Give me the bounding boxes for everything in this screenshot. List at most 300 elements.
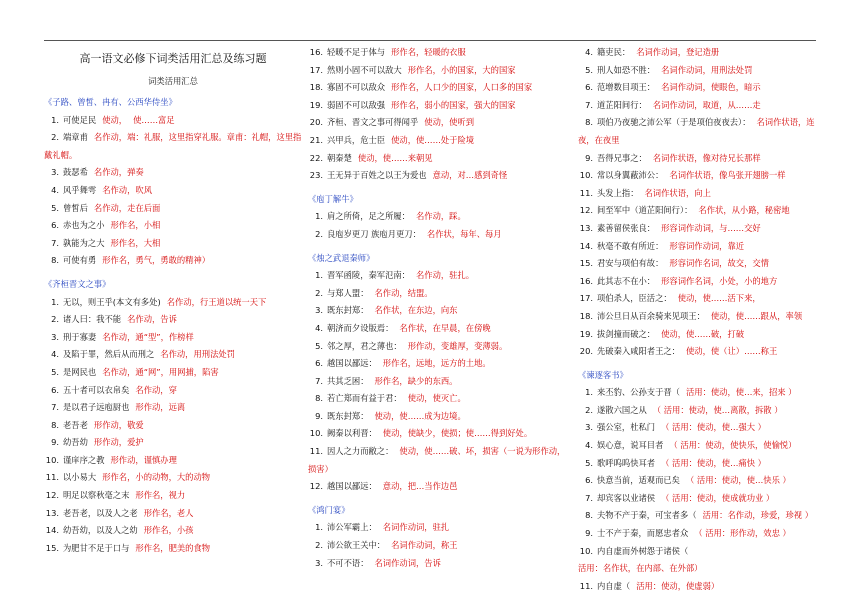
usage-note: 活用：使动，使虚弱） <box>636 580 720 591</box>
example-phrase: 朝秦楚 <box>327 152 352 163</box>
example-phrase: 阙秦以利晋： <box>327 428 377 439</box>
usage-note: 形作名，轻暖的衣服 <box>391 47 466 57</box>
list-item <box>308 478 573 496</box>
item-number: 3. <box>51 167 59 178</box>
item-number: 11. <box>45 472 59 483</box>
list-item <box>308 338 573 356</box>
usage-note: 形作名，小的国家，大的国家 <box>407 64 516 75</box>
usage-note: 名词作状语，像鸟张开翅膀一样 <box>669 170 786 181</box>
item-number: 21. <box>309 134 323 145</box>
item-number: 1. <box>315 270 323 281</box>
usage-note: 形作名，勇气，勇敢的精神） <box>102 255 211 266</box>
list-item <box>308 537 573 555</box>
item-number: 9. <box>585 528 593 539</box>
usage-note: 名作动，吹风 <box>102 184 152 195</box>
page-subtitle: 词类活用汇总 <box>148 76 198 86</box>
list-item <box>308 425 573 443</box>
list-item <box>578 44 818 62</box>
item-number: 10. <box>309 428 323 439</box>
usage-note: 形容词作动词，与……交好 <box>661 222 761 233</box>
list-item <box>44 217 302 235</box>
list-item <box>578 62 818 80</box>
example-phrase: 籍吏民： <box>597 47 631 57</box>
list-item <box>44 200 302 218</box>
usage-note: 使动，使……跟从，率领 <box>710 310 803 321</box>
usage-note: 名词作动词，登记造册 <box>636 47 720 57</box>
example-phrase: 然则小固不可以敌大 <box>327 64 402 75</box>
example-phrase: 是网民也 <box>63 366 97 377</box>
example-phrase: 内自虚而外树怨于诸侯（ <box>597 545 689 556</box>
item-number: 8. <box>585 117 593 128</box>
item-number: 6. <box>315 358 323 369</box>
list-item <box>44 346 302 364</box>
example-phrase: 吾得兄事之： <box>597 152 647 163</box>
usage-note: 名词作状语，像对待兄长那样 <box>652 152 761 163</box>
example-phrase: 快意当前，适观而已矣 <box>597 475 680 486</box>
example-phrase: 来丕豹、公孙支于晋（ <box>597 387 680 398</box>
item-number: 8. <box>51 419 59 430</box>
usage-note: 名作动，行王道以统一天下 <box>166 296 267 307</box>
list-item <box>308 302 573 320</box>
usage-note: 意动，对…感到奇怪 <box>432 170 508 181</box>
example-phrase: 可使足民 <box>63 114 97 125</box>
item-number: 12. <box>579 205 593 216</box>
item-number: 15. <box>45 542 59 553</box>
example-phrase: 既东封郑： <box>327 305 369 316</box>
item-number: 14. <box>579 240 593 251</box>
column-3 <box>578 44 818 595</box>
example-phrase: 轻暖不足于体与 <box>327 47 386 57</box>
usage-note: 使动，使……破，打破 <box>661 328 745 339</box>
list-item <box>578 114 818 149</box>
usage-note: 使动，使……成为边境。 <box>374 410 466 421</box>
example-phrase: 项伯杀人，臣活之： <box>597 293 672 304</box>
example-phrase: 端章甫 <box>63 132 88 143</box>
item-number: 16. <box>579 275 593 286</box>
example-phrase: 王无异于百姓之以王为爱也 <box>327 170 427 181</box>
section-title: 《齐桓晋文之事》 <box>44 278 111 289</box>
list-item <box>578 455 818 473</box>
example-phrase: 五十者可以衣帛矣 <box>63 384 130 395</box>
example-phrase: 若亡郑而有益于君： <box>327 393 402 404</box>
list-item <box>578 402 818 420</box>
item-number: 3. <box>315 557 323 568</box>
usage-note: 名作动，告诉 <box>127 314 177 325</box>
example-phrase: 沛公欲王关中： <box>327 540 386 551</box>
example-phrase: 头发上指： <box>597 187 639 198</box>
example-phrase: 项伯乃夜驰之沛公军（于是项伯夜夜去）： <box>597 117 751 128</box>
list-item <box>44 505 302 523</box>
usage-note: 形作名，老人 <box>143 507 194 518</box>
item-number: 1. <box>315 211 323 222</box>
item-number: 2. <box>51 132 59 143</box>
example-phrase: 肩之所倚，足之所履： <box>327 211 410 222</box>
list-item <box>44 434 302 452</box>
usage-note: 名作状，在早晨，在傍晚 <box>399 322 491 333</box>
item-number: 2. <box>51 314 59 325</box>
usage-note: 形作名，小的动物，大的动物 <box>102 472 211 483</box>
list-item <box>578 79 818 97</box>
usage-note: 名作动，穿 <box>135 384 177 395</box>
usage-note: 使动， <box>102 114 128 125</box>
item-number: 7. <box>51 237 59 248</box>
usage-note: 使动，使听到 <box>424 117 475 128</box>
list-item <box>44 364 302 382</box>
example-phrase: 鼓瑟希 <box>63 167 88 178</box>
item-number: 19. <box>309 99 323 110</box>
usage-note: 名作状，在东边，向东 <box>374 305 458 316</box>
usage-note: 名作动，通“网”，用网捕，陷害 <box>102 366 219 377</box>
item-number: 2. <box>315 228 323 239</box>
item-number: 18. <box>309 82 323 93</box>
usage-note: 形作名，肥美的食物 <box>135 542 211 553</box>
usage-note: 名作动，弹奏 <box>93 167 144 178</box>
item-number: 5. <box>585 64 593 75</box>
example-phrase: 刑人如恐不胜： <box>597 64 656 75</box>
usage-note: 名作动，通“型”，作榜样 <box>102 331 194 342</box>
usage-note: 形作名，弱小的国家，强大的国家 <box>391 99 516 110</box>
usage-note: 名作状，从小路，秘密地 <box>698 205 790 216</box>
list-item <box>44 252 302 270</box>
section-title: 《烛之武退秦师》 <box>308 252 375 263</box>
list-item <box>308 132 573 150</box>
list-item <box>578 97 818 115</box>
item-number: 5. <box>51 202 59 213</box>
usage-note: 名作动，驻扎。 <box>415 270 475 281</box>
item-number: 12. <box>309 481 323 492</box>
list-item <box>44 112 302 130</box>
usage-note: 名词作动词，驻扎 <box>382 522 450 533</box>
usage-note: 名词作动词，告诉 <box>374 557 441 568</box>
usage-note: 使动，使……破、坏，损害（一说为形作动，损害） <box>308 446 566 474</box>
example-phrase: 娱心意，说耳目者 <box>597 440 664 451</box>
example-phrase: 以小易大 <box>63 472 97 483</box>
list-item <box>578 437 818 455</box>
usage-note: 名作动，结盟。 <box>374 287 433 298</box>
item-number: 9. <box>315 410 323 421</box>
example-phrase: 与郑人盟： <box>327 287 369 298</box>
usage-note: 使动，使……处于险境 <box>391 134 475 145</box>
example-phrase: 齐桓、晋文之事可得闻乎 <box>327 117 419 128</box>
item-number: 5. <box>51 366 59 377</box>
usage-note: 形作名，视力 <box>135 490 186 501</box>
list-item <box>578 290 818 308</box>
example-phrase: 间至军中（道芷阳间行）： <box>597 205 693 216</box>
list-item <box>308 208 573 226</box>
usage-note: 名词作动词，用刑法处罚 <box>661 64 753 75</box>
example-phrase: 诸人曰：我不能 <box>63 314 122 325</box>
example-phrase: 老吾老 <box>63 419 88 430</box>
example-phrase: 常以身翼蔽沛公： <box>597 170 664 181</box>
usage-note: 形作名，大相 <box>110 237 161 248</box>
usage-note: 名词作动词，称王 <box>391 540 458 551</box>
list-item <box>578 185 818 203</box>
item-number: 13. <box>45 507 59 518</box>
usage-note: 名词作动词，使眼色，暗示 <box>661 82 761 93</box>
list-item <box>308 555 573 573</box>
list-item <box>308 320 573 338</box>
list-item <box>578 507 818 525</box>
example-phrase: 赤也为之小 <box>63 220 105 231</box>
list-item <box>578 419 818 437</box>
example-phrase: 晋军函陵，秦军氾南： <box>327 270 410 281</box>
example-phrase: 士不产于秦，而愿忠者众 <box>597 528 689 539</box>
section-title: 《子路、曾皙、冉有、公西华侍坐》 <box>44 97 177 107</box>
list-item <box>44 129 302 164</box>
list-item <box>578 202 818 220</box>
list-item <box>44 487 302 505</box>
item-number: 18. <box>579 310 593 321</box>
usage-note: （ 活用：使动，使…痛快 ） <box>661 457 766 468</box>
item-number: 4. <box>585 47 593 57</box>
item-number: 11. <box>309 446 323 457</box>
example-phrase: 兴甲兵，危士臣 <box>327 134 386 145</box>
item-number: 8. <box>51 255 59 266</box>
list-item <box>44 540 302 558</box>
example-phrase: 弱固不可以敌强 <box>327 99 386 110</box>
usage-note: 形作名，小孩 <box>143 525 194 536</box>
list-item <box>308 390 573 408</box>
example-phrase: 既东封郑： <box>327 410 369 421</box>
usage-note: 名作动，用刑法处罚 <box>160 349 235 360</box>
list-item <box>578 525 818 543</box>
item-number: 16. <box>309 47 323 57</box>
example-phrase: 是以君子远庖厨也 <box>63 402 130 413</box>
list-item <box>44 235 302 253</box>
item-number: 9. <box>51 437 59 448</box>
list-item <box>308 79 573 97</box>
section-title: 《庖丁解牛》 <box>308 193 358 204</box>
list-item <box>578 343 818 361</box>
column-1-content <box>44 94 302 557</box>
example-phrase: 沛公旦日从百余骑来见项王： <box>597 310 705 321</box>
usage-note: 形容词作名词，故交，交情 <box>669 258 769 269</box>
item-number: 1. <box>51 296 59 307</box>
usage-note: 名作动，端：礼服，这里指穿礼服。章甫：礼帽，这里指戴礼帽。 <box>44 132 302 160</box>
example-phrase: 及陷于罪，然后从而刑之 <box>63 349 155 360</box>
list-item <box>44 469 302 487</box>
usage-note: 形作动，敬爱 <box>93 419 144 430</box>
item-number: 2. <box>315 540 323 551</box>
example-phrase: 风乎舞雩 <box>63 184 97 195</box>
list-item <box>44 294 302 312</box>
list-item <box>578 490 818 508</box>
example-phrase: 不可不语： <box>327 557 369 568</box>
usage-note: 名词作状语，连夜，在夜里 <box>578 117 815 145</box>
item-number: 6. <box>585 475 593 486</box>
list-item <box>578 326 818 344</box>
item-number: 8. <box>585 510 593 521</box>
usage-note: 使动，使（让）……称王 <box>685 346 778 357</box>
example-phrase: 越国以鄙远： <box>327 358 377 369</box>
item-number: 8. <box>315 393 323 404</box>
example-phrase: 刑于寡妻 <box>63 331 97 342</box>
usage-note: 形作动，谨慎办理 <box>110 454 177 465</box>
usage-note: 活用：使动，使…来，招来 ） <box>685 387 797 398</box>
item-number: 19. <box>579 328 593 339</box>
item-number: 4. <box>51 184 59 195</box>
usage-note: 形作动，远离 <box>135 402 186 413</box>
item-number: 23. <box>309 170 323 181</box>
example-phrase: 此其志不在小： <box>597 275 656 286</box>
usage-note: 形作名，远地，远方的土地。 <box>382 358 491 369</box>
list-item <box>308 408 573 426</box>
example-phrase: 先破秦入咸阳者王之： <box>597 346 680 357</box>
item-number: 17. <box>579 293 593 304</box>
usage-note: 形容词作动词，靠近 <box>669 240 745 251</box>
example-phrase: 素善留侯张良： <box>597 222 656 233</box>
list-item <box>44 382 302 400</box>
usage-note: 形作名，人口少的国家，人口多的国家 <box>391 82 533 93</box>
list-item <box>308 114 573 132</box>
item-number: 4. <box>315 322 323 333</box>
usage-note: 名作状，每年、每月 <box>426 228 502 239</box>
list-item <box>308 373 573 391</box>
list-item <box>44 399 302 417</box>
list-item <box>578 384 818 402</box>
item-number: 3. <box>585 422 593 433</box>
usage-note: 使动，使……活下来， <box>677 293 761 304</box>
usage-note: （ 活用：使动，使…快乐 ） <box>685 475 791 486</box>
usage-note: 使动，使……来朝见 <box>357 152 433 163</box>
example-phrase: 君安与项伯有故： <box>597 258 664 269</box>
column-3-content <box>578 44 818 595</box>
item-number: 22. <box>309 152 323 163</box>
item-number: 12. <box>45 490 59 501</box>
list-item <box>308 443 573 478</box>
list-item <box>308 519 573 537</box>
item-number: 7. <box>51 402 59 413</box>
usage-note: 活用：名作动，珍爱，珍视 ） <box>702 510 814 521</box>
example-phrase: 遂散六国之从 <box>597 404 647 415</box>
list-item <box>578 578 818 596</box>
item-number: 10. <box>579 545 593 556</box>
list-item <box>308 97 573 115</box>
list-item <box>44 311 302 329</box>
example-phrase: 沛公军霸上： <box>327 522 377 533</box>
list-item <box>578 255 818 273</box>
list-item <box>308 44 573 62</box>
example-phrase: 内自虚（ <box>597 580 631 591</box>
item-number: 15. <box>579 258 593 269</box>
item-number: 4. <box>585 440 593 451</box>
item-number: 3. <box>51 331 59 342</box>
usage-note: 名作动，走在后面 <box>93 202 161 213</box>
list-item <box>44 164 302 182</box>
usage-note: 名作动，踩。 <box>415 211 466 222</box>
list-item <box>578 472 818 490</box>
example-phrase: 寡固不可以敌众 <box>327 82 386 93</box>
usage-note: 名词作状语，向上 <box>644 187 711 198</box>
example-phrase: 良庖岁更刀 族庖月更刀： <box>327 228 421 239</box>
usage-note: 形作名，小相 <box>110 220 161 231</box>
list-item <box>308 267 573 285</box>
item-number: 6. <box>51 220 59 231</box>
usage-note: 形作动，爱护 <box>93 437 144 448</box>
example-phrase: 无以，则王乎(本文有多处) <box>63 296 161 307</box>
column-1 <box>44 44 302 557</box>
section-title: 《鸿门宴》 <box>308 504 350 515</box>
example-phrase: 范增数目项王： <box>597 82 656 93</box>
item-number: 20. <box>579 346 593 357</box>
usage-note: 意动，把…当作边邑 <box>382 481 458 492</box>
example-phrase: 道芷阳间行： <box>597 99 647 110</box>
usage-note: （ 活用：形作动，效忠 ） <box>694 528 791 539</box>
usage-note: 使动，使灭亡。 <box>407 393 466 404</box>
example-phrase: 越国以鄙远： <box>327 481 377 492</box>
usage-note: （ 活用：使动，使快乐，使愉悦） <box>669 440 797 451</box>
usage-note: （ 活用：使动，使成就功业 ） <box>661 492 775 503</box>
item-number: 7. <box>585 492 593 503</box>
item-number: 1. <box>51 114 59 125</box>
usage-note: 活用：名作状，在内部、在外部） <box>578 563 703 574</box>
example-phrase: 孰能为之大 <box>63 237 105 248</box>
example-phrase: 拔剑撞而破之： <box>597 328 656 339</box>
list-item <box>578 273 818 291</box>
list-item <box>308 285 573 303</box>
item-number: 11. <box>579 580 593 591</box>
item-number: 6. <box>51 384 59 395</box>
example-phrase: 曾皙后 <box>63 202 88 213</box>
example-phrase: 幼吾幼，以及人之幼 <box>63 525 138 536</box>
example-phrase: 为肥甘不足于口与 <box>63 542 130 553</box>
list-item <box>44 329 302 347</box>
list-item <box>578 308 818 326</box>
list-item <box>308 226 573 244</box>
example-phrase: 共其乏困： <box>327 375 369 386</box>
page-title: 高一语文必修下词类活用汇总及练习题 <box>79 52 267 65</box>
list-item <box>578 150 818 168</box>
example-phrase: 谨庠序之教 <box>63 454 105 465</box>
example-phrase: 夫物不产于秦，可宝者多（ <box>597 510 697 521</box>
header-rule <box>44 40 816 41</box>
item-number: 5. <box>315 340 323 351</box>
list-item <box>308 355 573 373</box>
item-number: 14. <box>45 525 59 536</box>
usage-note: 使动，使缺少，使损；使……得到好处。 <box>382 428 533 439</box>
example-phrase: 可使有勇 <box>63 255 97 266</box>
example-phrase: 明足以察秋毫之末 <box>63 490 130 501</box>
usage-note: 形作动，变雄厚，变薄弱。 <box>407 340 508 351</box>
list-item <box>308 150 573 168</box>
item-number: 9. <box>585 152 593 163</box>
list-item <box>578 543 818 578</box>
item-number: 13. <box>579 222 593 233</box>
item-number: 1. <box>315 522 323 533</box>
item-number: 1. <box>585 387 593 398</box>
list-item <box>44 417 302 435</box>
item-number: 6. <box>585 82 593 93</box>
list-item <box>44 182 302 200</box>
example-phrase: 老吾老，以及人之老 <box>63 507 138 518</box>
example-phrase: 幼吾幼 <box>63 437 88 448</box>
list-item <box>44 522 302 540</box>
list-item <box>578 220 818 238</box>
item-number: 7. <box>585 99 593 110</box>
list-item <box>308 62 573 80</box>
list-item <box>308 167 573 185</box>
item-number: 2. <box>315 287 323 298</box>
column-2-content <box>308 44 573 572</box>
example-phrase: 歌呼呜呜快耳者 <box>597 457 656 468</box>
usage-note: （ 活用：使动，使…强大 ） <box>661 422 766 433</box>
usage-note: 形作名，缺少的东西。 <box>374 375 458 386</box>
item-number: 2. <box>585 404 593 415</box>
usage-note: （ 活用：使动，使…离散，拆散 ） <box>652 404 783 415</box>
usage-note: 形容词作名词，小处，小的地方 <box>661 275 778 286</box>
item-number: 3. <box>315 305 323 316</box>
section-title: 《谏逐客书》 <box>578 369 628 380</box>
